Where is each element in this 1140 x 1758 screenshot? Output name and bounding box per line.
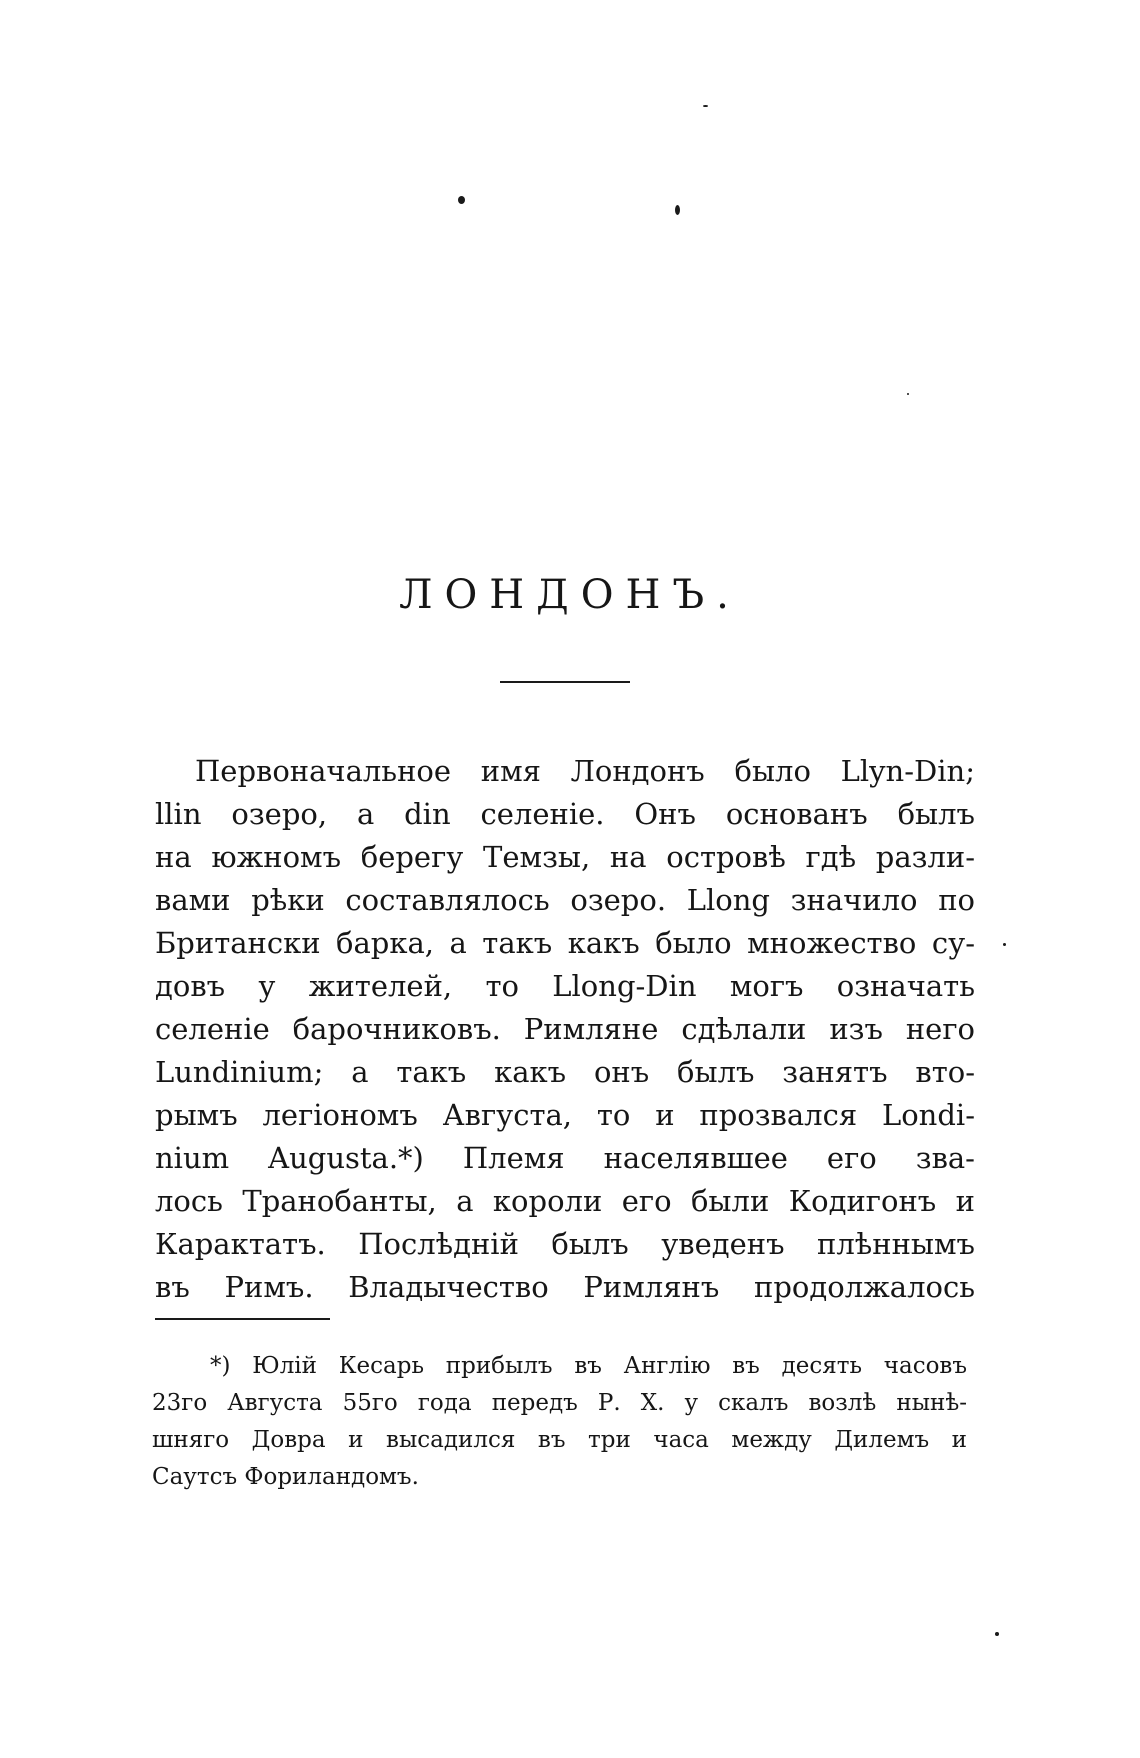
title-divider [500,681,630,683]
footnote [152,1348,967,1496]
paragraph-line: Британски барка, а такъ какъ было множество су- [155,926,975,960]
ink-speck [995,1632,999,1636]
ink-speck [907,393,909,395]
page-title: ЛОНДОНЪ. [399,572,741,618]
footnote-line: шняго Довра и высадился въ три часа между Дилемъ и [152,1427,967,1453]
main-paragraph [155,750,975,1309]
footnote-line: Саутсъ Фориландомъ. [152,1464,419,1490]
footnote-line: *) Юлій Кесарь прибылъ въ Англію въ десять часовъ [210,1353,967,1379]
ink-speck [703,105,708,107]
paragraph-line: рымъ легіономъ Августа, то и прозвался Londi- [155,1098,975,1132]
paragraph-line: лось Транобанты, а короли его были Кодигонъ и [155,1184,975,1218]
paragraph-line: Lundinium; а такъ какъ онъ былъ занятъ вто- [155,1055,975,1089]
paragraph-line: селеніе барочниковъ. Римляне сдѣлали изъ него [155,1012,975,1046]
ink-speck [675,205,680,215]
paragraph-line: на южномъ берегу Темзы, на островѣ гдѣ разли- [155,840,975,874]
paragraph-line: Карактатъ. Послѣдній былъ уведенъ плѣннымъ [155,1227,975,1261]
paragraph-line: Первоначальное имя Лондонъ было Llyn-Din; [195,754,975,788]
paragraph-line: nium Augusta.*) Племя населявшее его зва- [155,1141,975,1175]
paragraph-line: въ Римъ. Владычество Римлянъ продолжалось [155,1270,975,1304]
ink-speck [458,196,465,204]
paragraph-line: вами рѣки составлялось озеро. Llong значило по [155,883,975,917]
ink-speck [1003,943,1006,946]
footnote-line: 23го Августа 55го года передъ Р. Х. у скалъ возлѣ нынѣ- [152,1390,967,1416]
footnote-divider [155,1318,330,1320]
paragraph-line: довъ у жителей, то Llong-Din могъ означать [155,969,975,1003]
paragraph-line: llin озеро, а din селеніе. Онъ основанъ былъ [155,797,975,831]
